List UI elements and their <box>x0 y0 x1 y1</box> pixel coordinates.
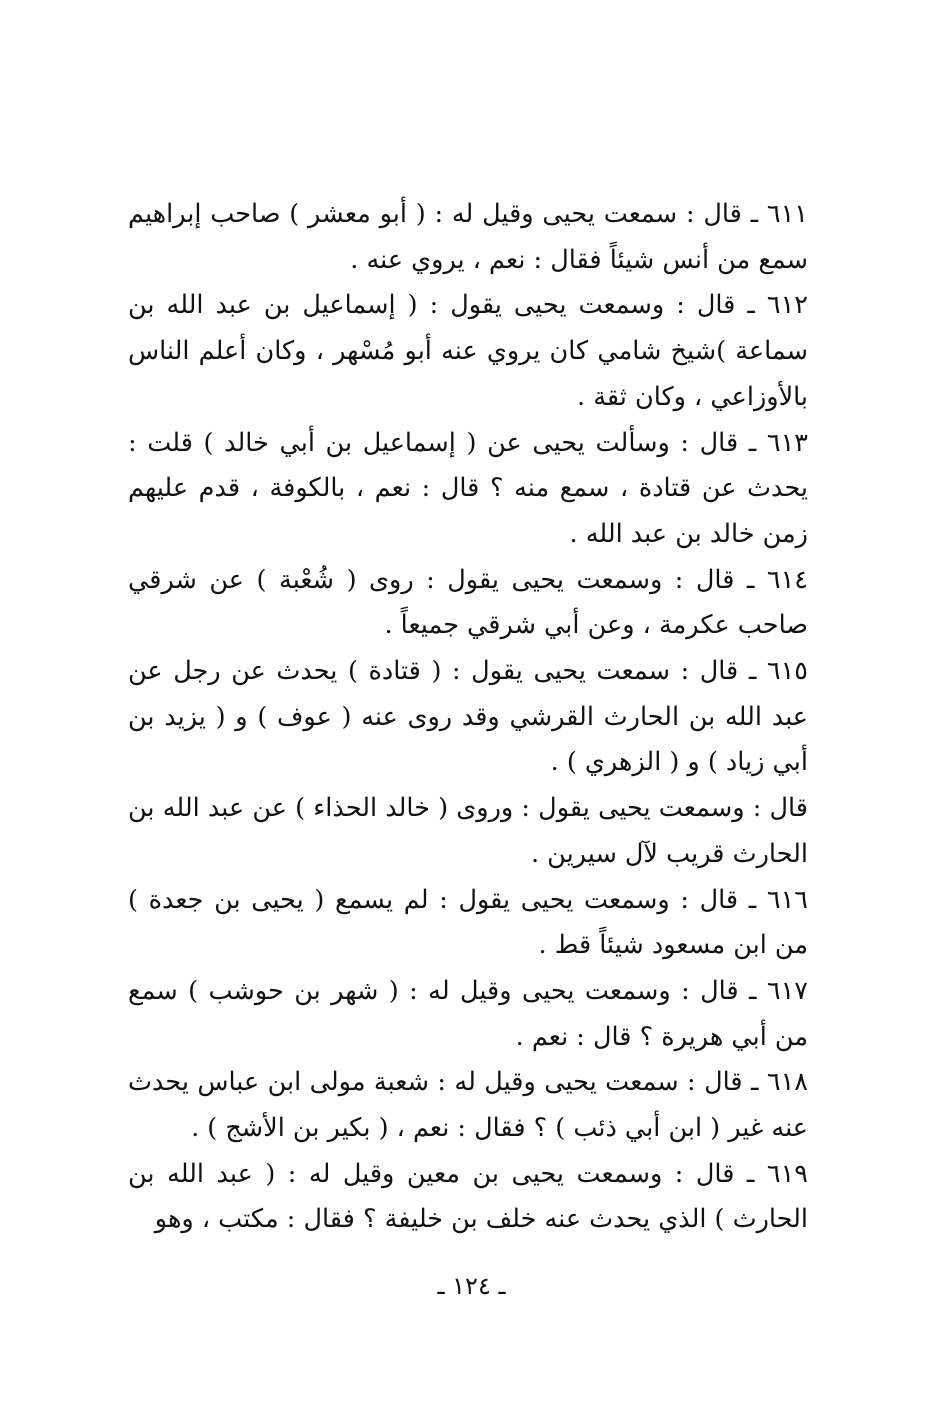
entry-617: ٦١٧ ـ قال : وسمعت يحيى وقيل له : ( شهر بن حوشب ) سمع من أبي هريرة ؟ قال : نعم . <box>128 975 808 1052</box>
entry-616: ٦١٦ ـ قال : وسمعت يحيى يقول : لم يسمع ( يحيى بن جعدة ) من ابن مسعود شيئاً قط . <box>128 884 808 961</box>
entry-613: ٦١٣ ـ قال : وسألت يحيى عن ( إسماعيل بن أبي خالد ) قلت : يحدث عن قتادة ، سمع منه ؟ قال : نعم ، بالكوفة ، قدم عليهم زمن خالد بن عبد الله . <box>128 427 808 549</box>
entry-611: ٦١١ ـ قال : سمعت يحيى وقيل له : ( أبو معشر ) صاحب إبراهيم سمع من أنس شيئاً فقال : نعم ، يروي عنه . <box>128 199 808 275</box>
entry-618: ٦١٨ ـ قال : سمعت يحيى وقيل له : شعبة مولى ابن عباس يحدث عنه غير ( ابن أبي ذئب ) ؟ فقال : نعم ، ( بكير بن الأشج ) . <box>128 1067 808 1144</box>
entry-619: ٦١٩ ـ قال : وسمعت يحيى بن معين وقيل له : ( عبد الله بن الحارث ) الذي يحدث عنه خلف بن خليفة ؟ فقال : مكتب ، وهو <box>128 1158 808 1235</box>
entry-615-continuation: قال : وسمعت يحيى يقول : وروى ( خالد الحذاء ) عن عبد الله بن الحارث قريب لآل سيرين . <box>128 793 808 869</box>
main-text <box>128 192 808 1243</box>
entry-615: ٦١٥ ـ قال : سمعت يحيى يقول : ( قتادة ) يحدث عن رجل عن عبد الله بن الحارث القرشي وقد روى عنه ( عوف ) و ( يزيد بن أبي زياد ) و ( الزهري ) . <box>128 656 808 778</box>
entry-614: ٦١٤ ـ قال : وسمعت يحيى يقول : روى ( شُعْبة ) عن شرقي صاحب عكرمة ، وعن أبي شرقي جميعاً . <box>128 564 808 641</box>
page-number: ـ ١٢٤ ـ <box>437 1272 506 1300</box>
entry-612: ٦١٢ ـ قال : وسمعت يحيى يقول : ( إسماعيل بن عبد الله بن سماعة )شيخ شامي كان يروي عنه أبو مُسْهر ، وكان أعلم الناس بالأوزاعي ، وكان ثقة . <box>128 290 808 412</box>
